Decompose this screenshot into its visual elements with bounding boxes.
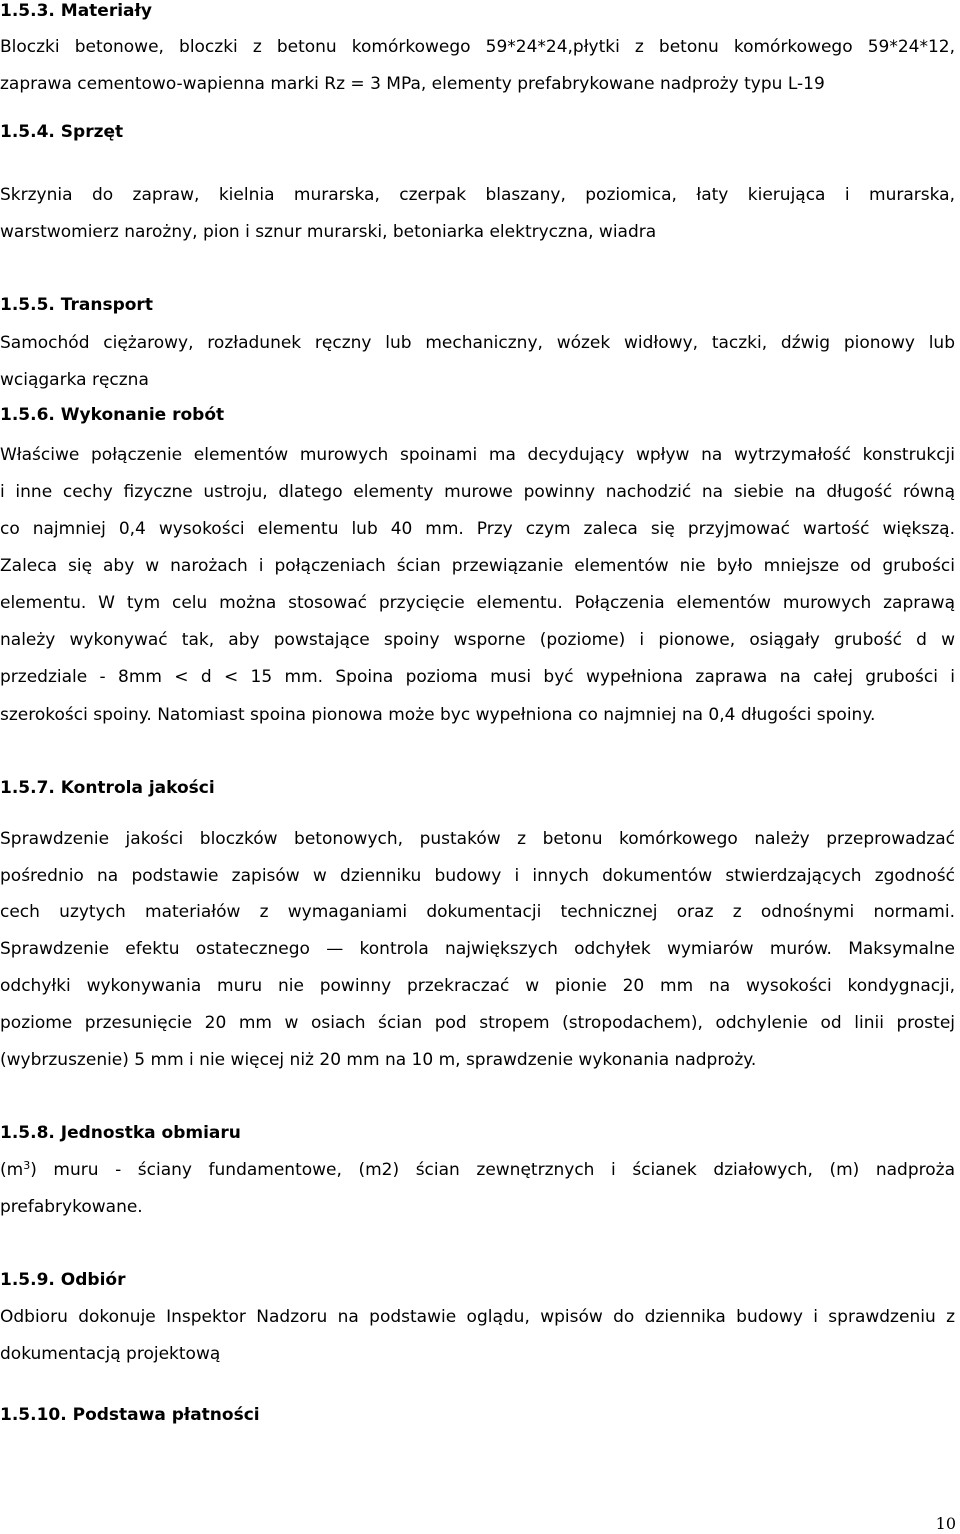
- wykonanie-line-8: szerokości spoiny. Natomiast spoina pionowa może byc wypełniona co najmniej na 0,4 długości spoiny.: [0, 705, 876, 725]
- kontrola-line-7: (wybrzuszenie) 5 mm i nie więcej niż 20 mm na 10 m, sprawdzenie wykonania nadproży.: [0, 1050, 757, 1070]
- kontrola-line-1: Sprawdzenie jakości bloczków betonowych, pustaków z betonu komórkowego należy przeprowadzać: [0, 829, 955, 849]
- sprzet-line-2: warstwomierz narożny, pion i sznur murarski, betoniarka elektryczna, wiadra: [0, 222, 657, 242]
- materialy-line-1: Bloczki betonowe, bloczki z betonu komórkowego 59*24*24,płytki z betonu komórkowego 59*24*12,: [0, 37, 955, 57]
- heading-odbior: 1.5.9. Odbiór: [0, 1270, 126, 1290]
- jednostka-line-1-post: ) muru - ściany fundamentowe, (m2) ścian zewnętrznych i ścianek działowych, (m) nadproża: [30, 1160, 955, 1180]
- kontrola-line-4: Sprawdzenie efektu ostatecznego — kontrola największych odchyłek wymiarów murów. Maksymalne: [0, 939, 955, 959]
- wykonanie-line-3: co najmniej 0,4 wysokości elementu lub 40 mm. Przy czym zaleca się przyjmować wartość większą.: [0, 519, 955, 539]
- kontrola-line-5: odchyłki wykonywania muru nie powinny przekraczać w pionie 20 mm na wysokości kondygnacji,: [0, 976, 955, 996]
- jednostka-line-1-pre: (m: [0, 1160, 24, 1180]
- heading-sprzet: 1.5.4. Sprzęt: [0, 122, 124, 142]
- heading-materialy: 1.5.3. Materiały: [0, 1, 152, 21]
- wykonanie-line-7: przedziale - 8mm < d < 15 mm. Spoina pozioma musi być wypełniona zaprawa na całej grubości i: [0, 667, 955, 687]
- transport-line-1: Samochód ciężarowy, rozładunek ręczny lub mechaniczny, wózek widłowy, taczki, dźwig pionowy lub: [0, 333, 955, 353]
- wykonanie-line-1: Właściwe połączenie elementów murowych spoinami ma decydujący wpływ na wytrzymałość konstrukcji: [0, 445, 955, 465]
- odbior-line-1: Odbioru dokonuje Inspektor Nadzoru na podstawie oglądu, wpisów do dziennika budowy i sprawdzeniu z: [0, 1307, 955, 1327]
- sprzet-line-1: Skrzynia do zapraw, kielnia murarska, czerpak blaszany, poziomica, łaty kierująca i murarska,: [0, 185, 955, 205]
- transport-line-2: wciągarka ręczna: [0, 370, 149, 390]
- heading-kontrola-jakosci: 1.5.7. Kontrola jakości: [0, 778, 215, 798]
- wykonanie-line-5: elementu. W tym celu można stosować przycięcie elementu. Połączenia elementów murowych zaprawą: [0, 593, 955, 613]
- materialy-line-2: zaprawa cementowo-wapienna marki Rz = 3 MPa, elementy prefabrykowane nadproży typu L-19: [0, 74, 825, 94]
- wykonanie-line-4: Zaleca się aby w narożach i połączeniach ścian przewiązanie elementów nie było mniejsze od grubości: [0, 556, 955, 576]
- wykonanie-line-2: i inne cechy fizyczne ustroju, dlatego elementy murowe powinny nachodzić na siebie na długość równą: [0, 482, 955, 502]
- odbior-line-2: dokumentacją projektową: [0, 1344, 221, 1364]
- heading-podstawa-platnosci: 1.5.10. Podstawa płatności: [0, 1405, 260, 1425]
- jednostka-line-1: [0, 1160, 955, 1180]
- jednostka-line-2: prefabrykowane.: [0, 1197, 143, 1217]
- kontrola-line-3: cech uzytych materiałów z wymaganiami dokumentacji technicznej oraz z odnośnymi normami.: [0, 902, 955, 922]
- heading-transport: 1.5.5. Transport: [0, 295, 153, 315]
- heading-wykonanie-robot: 1.5.6. Wykonanie robót: [0, 405, 225, 425]
- kontrola-line-2: pośrednio na podstawie zapisów w dzienniku budowy i innych dokumentów stwierdzających zgodność: [0, 866, 955, 886]
- wykonanie-line-6: należy wykonywać tak, aby powstające spoiny wsporne (poziome) i pionowe, osiągały grubość d w: [0, 630, 955, 650]
- superscript-3: 3: [23, 1159, 31, 1172]
- heading-jednostka-obmiaru: 1.5.8. Jednostka obmiaru: [0, 1123, 241, 1143]
- page-number: 10: [935, 1514, 956, 1533]
- kontrola-line-6: poziome przesunięcie 20 mm w osiach ścian pod stropem (stropodachem), odchylenie od linii prostej: [0, 1013, 955, 1033]
